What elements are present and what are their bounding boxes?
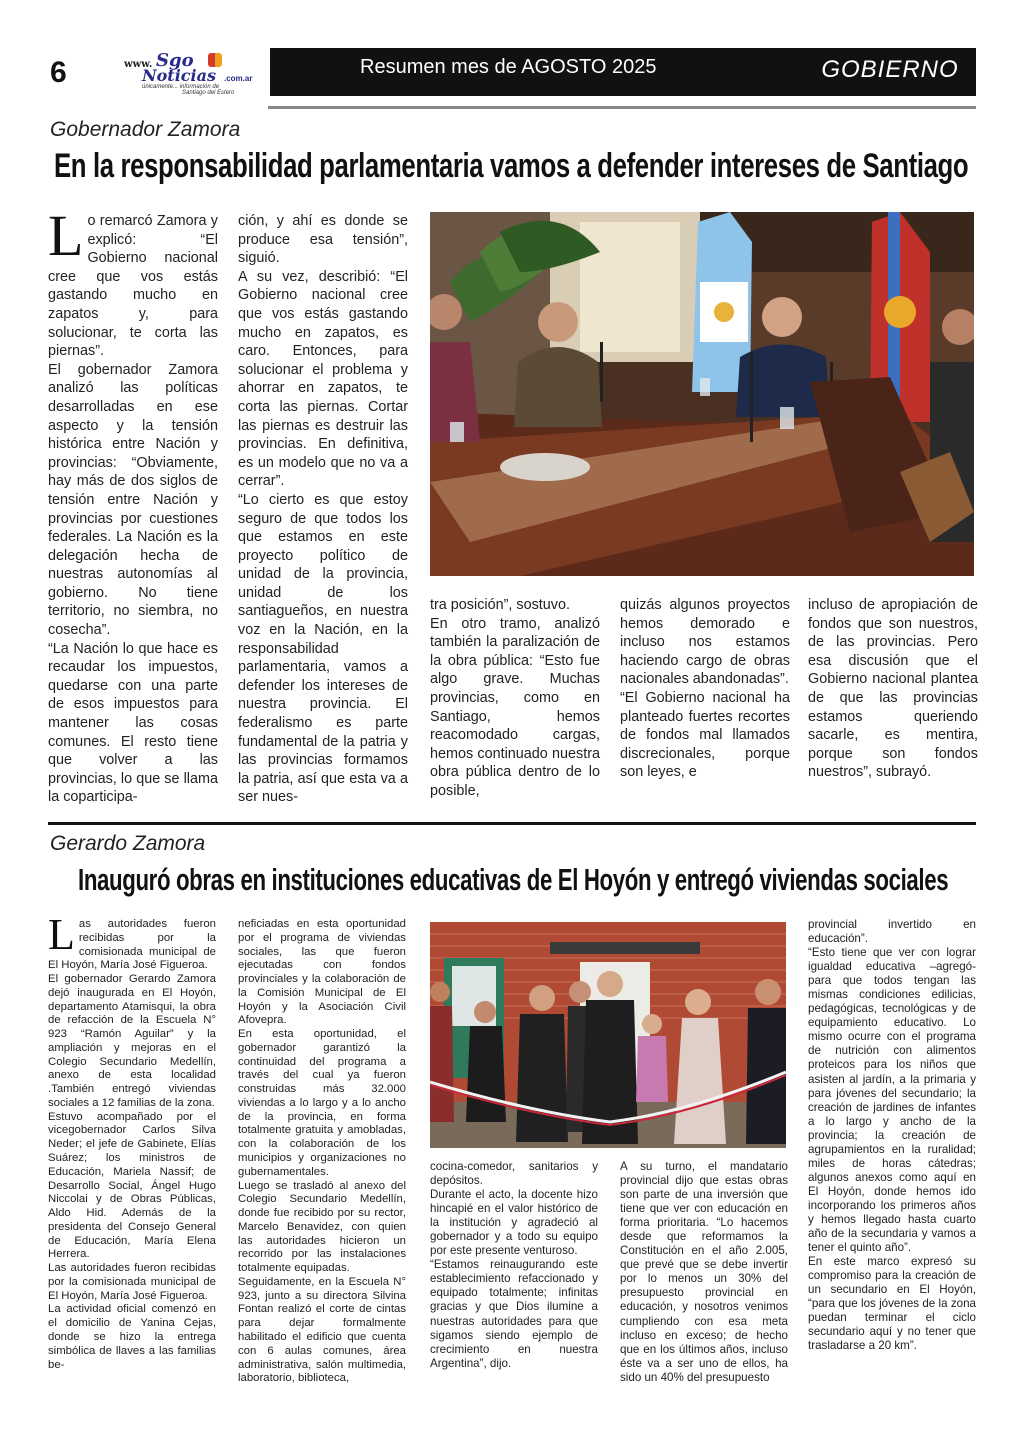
article-column-5 xyxy=(808,596,978,806)
logo-tagline: únicamente... información de xyxy=(142,84,220,90)
column-text: provincial invertido en educación”. “Esto tiene que ver con lograr igualdad educativa –agregó- para que todos tengan las mismas condiciones edilicias, pedagógicas, tecnológicas y de equipamiento educativo. Lo mismo ocurre con el programa de nutrición con alimentos proteicos para los niños que asisten al jardín, a la primaria y para jóvenes del secundario; la creación de jardines de infantes a lo largo y ancho de la provincia; la creación de agrupamientos en la ruralidad; miles de horas cátedras; algunos anexos como aquí en El Hoyón, donde hemos ido incorporando los primeros años y hemos llegado hasta cuarto año de la secundaria y vamos a tener el quinto año”. En este marco expresó su compromiso para la creación de un secundario en El Hoyón, “para que los jóvenes de la zona puedan terminar el ciclo secundario aquí y no tener que trasladarse a 20 km”. xyxy=(808,918,976,1353)
column-text: tra posición”, sostuvo. En otro tramo, analizó también la paralización de la obra pública: “Esto fue algo grave. Muchas provincias, como en Santiago, hemos reacomodado cargas, hemos continuado nuestra obra pública dentro de lo posible, xyxy=(430,597,600,799)
article-kicker: Gobernador Zamora xyxy=(50,118,241,141)
column-text: neficiadas en esta oportunidad por el programa de viviendas sociales, las que fueron ejecutadas con fondos provinciales y la colaboración de la Comisión Municipal de El Hoyón y la Asociación Civil Afovepra. En esta oportunidad, el gobernador garantizó la continuidad del programa a través del cual ya fueron construidas más 32.000 viviendas a lo largo y a lo ancho de la provincia, en forma totalmente gratuita y amobladas, con la colaboración de los municipios y organizaciones no gubernamentales. Luego se trasladó al anexo del Colegio Secundario Medellín, donde fue recibido por su rector, Marcelo Benavidez, con quien las autoridades hicieron un recorrido por las instalaciones totalmente equipadas. Seguidamente, en la Escuela N° 923, junto a su directora Silvina Fontan realizó el corte de cintas para dejar formalmente habilitado el edificio que cuenta con 6 aulas comunes, área administrativa, salón multimedia, laboratorio, biblioteca, xyxy=(238,918,406,1385)
column-text: A su turno, el mandatario provincial dijo que estas obras son parte de una inversión que tiene que ver con educación en forma prioritaria. “Lo hacemos desde que reformamos la Constitución en el año 2.005, que prevé que se debe invertir por lo menos un 30% del presupuesto provincial en educación, y nosotros venimos cumpliendo con esa meta incluso en exceso; de hecho que en los últimos años, incluso éste va a ser uno de ellos, ha sido un 40% del presupuesto xyxy=(620,1160,788,1384)
drop-cap: L xyxy=(48,910,75,959)
column-text: o remarcó Zamora y explicó: “El Gobierno nacional cree que vos estás gastando mucho en zapatos y, para solucionar, te corta las piernas”. El gobernador Zamora analizó las políticas desarrolladas en ese aspecto y la tensión histórica entre Nación y provincias: “Obviamente, hay más de dos siglos de tensión entre Nación y provincias por cuestiones federales. La Nación es la delegación hecha de nuestras autonomías al gobierno. No tiene territorio, no siembra, no cosecha”. “La Nación lo que hace es recaudar los impuestos, quedarse con una parte de esos impuestos para mantener las cosas comunes. El resto tiene que volver a las provincias, lo que se llama la coparticipa- xyxy=(48,213,218,806)
column-text: quizás algunos proyectos hemos demorado e incluso nos estamos haciendo cargo de obras nacionales abandonadas”. “El Gobierno nacional ha planteado fuertes recortes de fondos mal llamados discrecionales, porque son leyes, e xyxy=(620,597,790,781)
article-column-1 xyxy=(48,910,216,1398)
section-title: GOBIERNO xyxy=(821,56,959,83)
article-column-3 xyxy=(430,1160,598,1400)
column-text: ción, y ahí es donde se produce esa tensión”, siguió. A su vez, describió: “El Gobierno nacional cree que vos estás gastando mucho en zapatos, es caro. Entonces, para solucionar el problema y ahorrar en zapatos, te corta las piernas. Cortar las piernas es destruir las provincias. En definitiva, es un modelo que no va a cerrar”. “Lo cierto es que estoy seguro de que todos los que estamos en este proyecto político de unidad de la provincia, unidad de los santiagueños, en nuestra voz en la Nación, en la responsabilidad parlamentaria, vamos a defender los intereses de nuestra provincia. El federalismo es parte fundamental de la patria y las provincias formamos la patria, así que esta va a ser nues- xyxy=(238,213,408,806)
article-photo-press-conference xyxy=(430,212,974,576)
article-column-2 xyxy=(238,212,408,817)
article-column-3 xyxy=(430,596,600,806)
page-number: 6 xyxy=(50,56,67,89)
article-divider xyxy=(48,822,976,825)
article-column-4 xyxy=(620,1160,788,1400)
drop-cap: L xyxy=(48,203,84,268)
article-column-1 xyxy=(48,203,218,817)
column-text: incluso de apropiación de fondos que son nuestros, de las provincias. Pero esa discusión que el Gobierno nacional plantea de que las provincias estamos queriendo sacarle, es mentira, porque son fondos nuestros”, subrayó. xyxy=(808,597,978,781)
column-text: as autoridades fueron recibidas por la comisionada municipal de El Hoyón, María José Figueroa. El gobernador Gerardo Zamora dejó inaugurada en El Hoyón, departamento Atamisqui, la obra de refacción de la Escuela N° 923 “Ramón Aguilar” y la ampliación y mejoras en el Colegio Secundario Medellín, anexo de esta localidad .También entregó viviendas sociales a 12 familias de la zona. Estuvo acompañado por el vicegobernador Carlos Silva Neder; el jefe de Gabinete, Elías Suárez; los ministros de Educación, Mariela Nassif; de Desarrollo Social, Ángel Hugo Niccolai y de Obras Públicas, Aldo Hid. Además de la presidenta del Consejo General de Educación, María Elena Herrera. Las autoridades fueron recibidas por la comisionada municipal de El Hoyón, María José Figueroa. La actividad oficial comenzó en el domicilio de Yanina Cejas, donde se hizo la entrega simbólica de llaves a las familias be- xyxy=(48,918,216,1371)
article-kicker: Gerardo Zamora xyxy=(50,832,206,855)
logo-sgo: Sgo xyxy=(156,50,194,71)
article-headline: En la responsabilidad parlamentaria vamos a defender intereses de Santiago xyxy=(54,147,969,185)
logo-noticias: Noticias xyxy=(142,66,216,85)
article-column-4 xyxy=(620,596,790,806)
logo-tagline-location: Santiago del Estero xyxy=(182,90,235,96)
ribbon-photo-graphic xyxy=(430,922,786,1148)
article-column-5 xyxy=(808,918,976,1398)
press-photo-graphic xyxy=(430,212,974,576)
column-text: cocina-comedor, sanitarios y depósitos. Durante el acto, la docente hizo hincapié en el valor histórico de la institución y agradeció al gobernador y a todo su equipo por este presente venturoso. “Estamos reinaugurando este establecimiento refaccionado y equipado totalmente; infinitas gracias y que Dios ilumine a nuestras autoridades para que sigamos siendo ejemplo de crecimiento en nuestra Argentina”, dijo. xyxy=(430,1160,598,1370)
article-column-2 xyxy=(238,918,406,1398)
page-header xyxy=(48,48,976,98)
logo-www: www. xyxy=(124,59,153,70)
article-headline: Inauguró obras en instituciones educativas de El Hoyón y entregó viviendas sociales xyxy=(78,862,949,897)
logo-domain: .com.ar xyxy=(224,74,253,83)
header-rule xyxy=(268,106,976,109)
logo-mark-icon xyxy=(208,53,222,67)
issue-title: Resumen mes de AGOSTO 2025 xyxy=(360,56,657,78)
article-photo-ribbon-cutting xyxy=(430,922,786,1148)
